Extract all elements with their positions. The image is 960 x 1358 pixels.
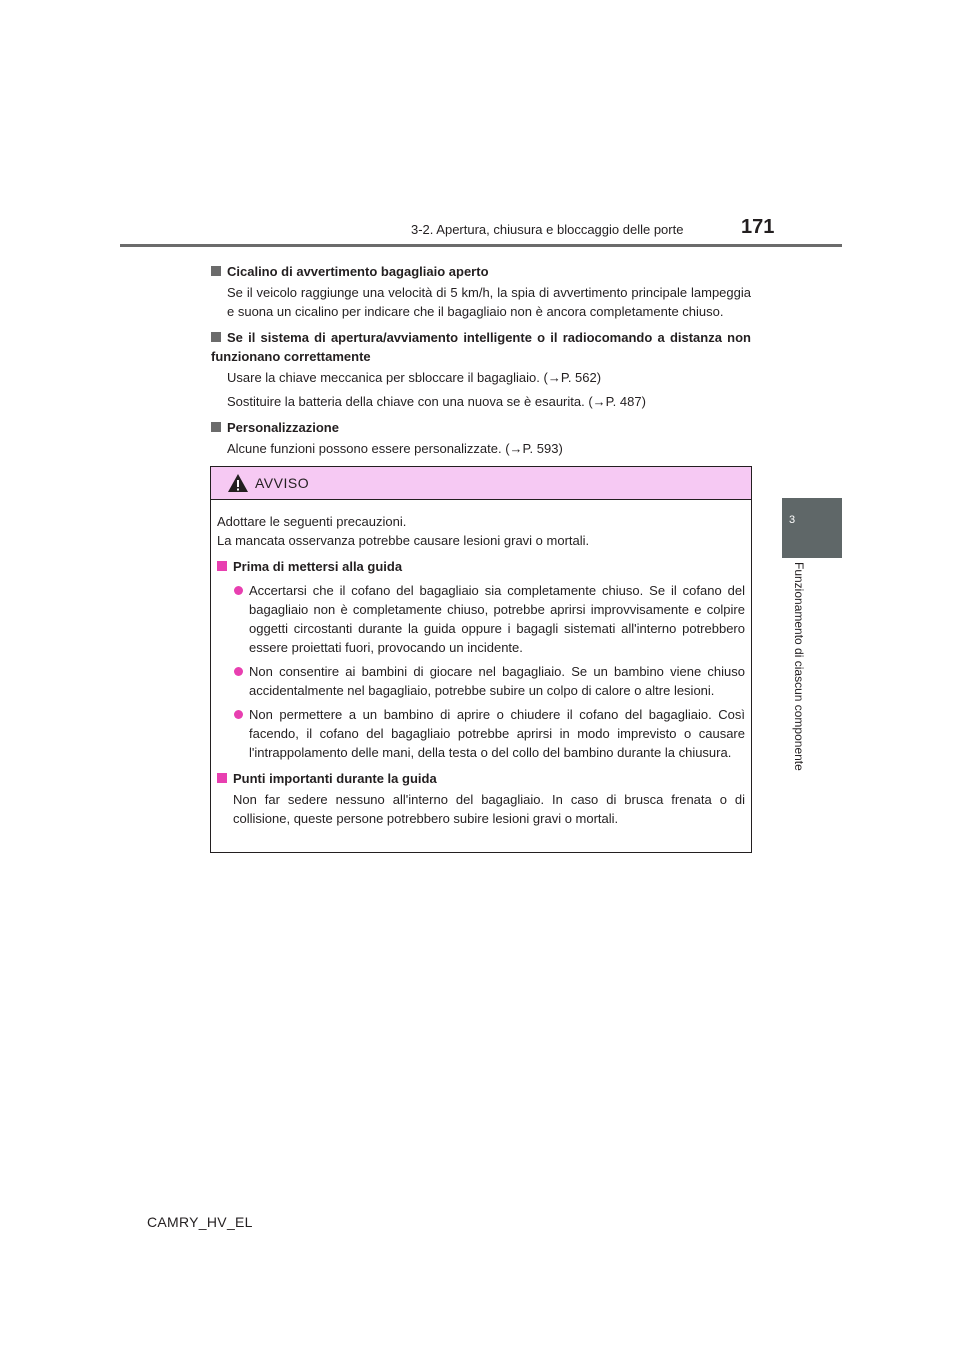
chapter-tab-label-area (782, 558, 842, 806)
section-paragraph: Sostituire la batteria della chiave con una nuova se è esaurita. (→P. 487) (227, 394, 646, 409)
header-divider (120, 244, 842, 247)
circle-bullet-icon (234, 667, 243, 676)
chapter-number: 3 (788, 514, 796, 526)
warning-intro: La mancata osservanza potrebbe causare lesioni gravi o mortali. (217, 533, 590, 548)
section-header: 3-2. Apertura, chiusura e bloccaggio delle porte (411, 222, 684, 237)
circle-bullet-icon (234, 586, 243, 595)
section-paragraph: Alcune funzioni possono essere personalizzate. (→P. 593) (227, 441, 563, 456)
square-bullet-icon (217, 561, 227, 571)
page-number: 171 (741, 216, 775, 238)
warning-intro: Adottare le seguenti precauzioni. (217, 514, 407, 529)
section-title: Cicalino di avvertimento bagagliaio aperto (211, 262, 751, 281)
circle-bullet-icon (234, 710, 243, 719)
section-title: Se il sistema di apertura/avviamento intelligente o il radiocomando a distanza non funzionano correttamente (211, 330, 751, 364)
section-paragraph: Usare la chiave meccanica per sbloccare il bagagliaio. (→P. 562) (227, 370, 602, 385)
warning-group-title: Punti importanti durante la guida (217, 769, 745, 788)
warning-body (211, 500, 751, 828)
square-bullet-icon (211, 332, 221, 342)
warning-header (211, 467, 751, 500)
warning-group-title: Prima di mettersi alla guida (217, 557, 745, 576)
main-content (211, 255, 751, 458)
chapter-label-text: Funzionamento di ciascun componente (792, 562, 806, 771)
square-bullet-icon (211, 266, 221, 276)
warning-bullet: Accertarsi che il cofano del bagagliaio sia completamente chiuso. Se il cofano del bagagliaio non è completamente chiuso, potrebbe aprirsi improvvisamente e colpire oggetti circostanti durante la guida oppure i bagagli sistemati all'interno potrebbero essere proiettati fuori, provocando un incidente. (217, 581, 745, 657)
square-bullet-icon (211, 422, 221, 432)
warning-bullet: Non permettere a un bambino di aprire o chiudere il cofano del bagagliaio. Così facendo, il cofano del bagagliaio potrebbe aprirsi in modo imprevisto o causare l'intrappolamento delle mani, della testa o del collo del bambino durante la chiusura. (217, 705, 745, 762)
chapter-label (792, 562, 806, 802)
warning-title: AVVISO (255, 475, 310, 491)
warning-bullet: Non consentire ai bambini di giocare nel bagagliaio. Se un bambino viene chiuso accidentalmente nel bagagliaio, potrebbe subire un colpo di calore o altre lesioni. (217, 662, 745, 700)
chapter-tab (782, 498, 842, 558)
warning-paragraph: Non far sedere nessuno all'interno del bagagliaio. In caso di brusca frenata o di collisione, queste persone potrebbero subire lesioni gravi o mortali. (233, 792, 745, 826)
warning-box (210, 466, 752, 853)
model-footer: CAMRY_HV_EL (147, 1214, 253, 1230)
square-bullet-icon (217, 773, 227, 783)
section-paragraph: Se il veicolo raggiunge una velocità di 5 km/h, la spia di avvertimento principale lampeggia e suona un cicalino per indicare che il bagagliaio non è ancora completamente chiuso. (227, 285, 751, 319)
warning-triangle-icon (227, 473, 249, 493)
section-title: Personalizzazione (211, 418, 751, 437)
